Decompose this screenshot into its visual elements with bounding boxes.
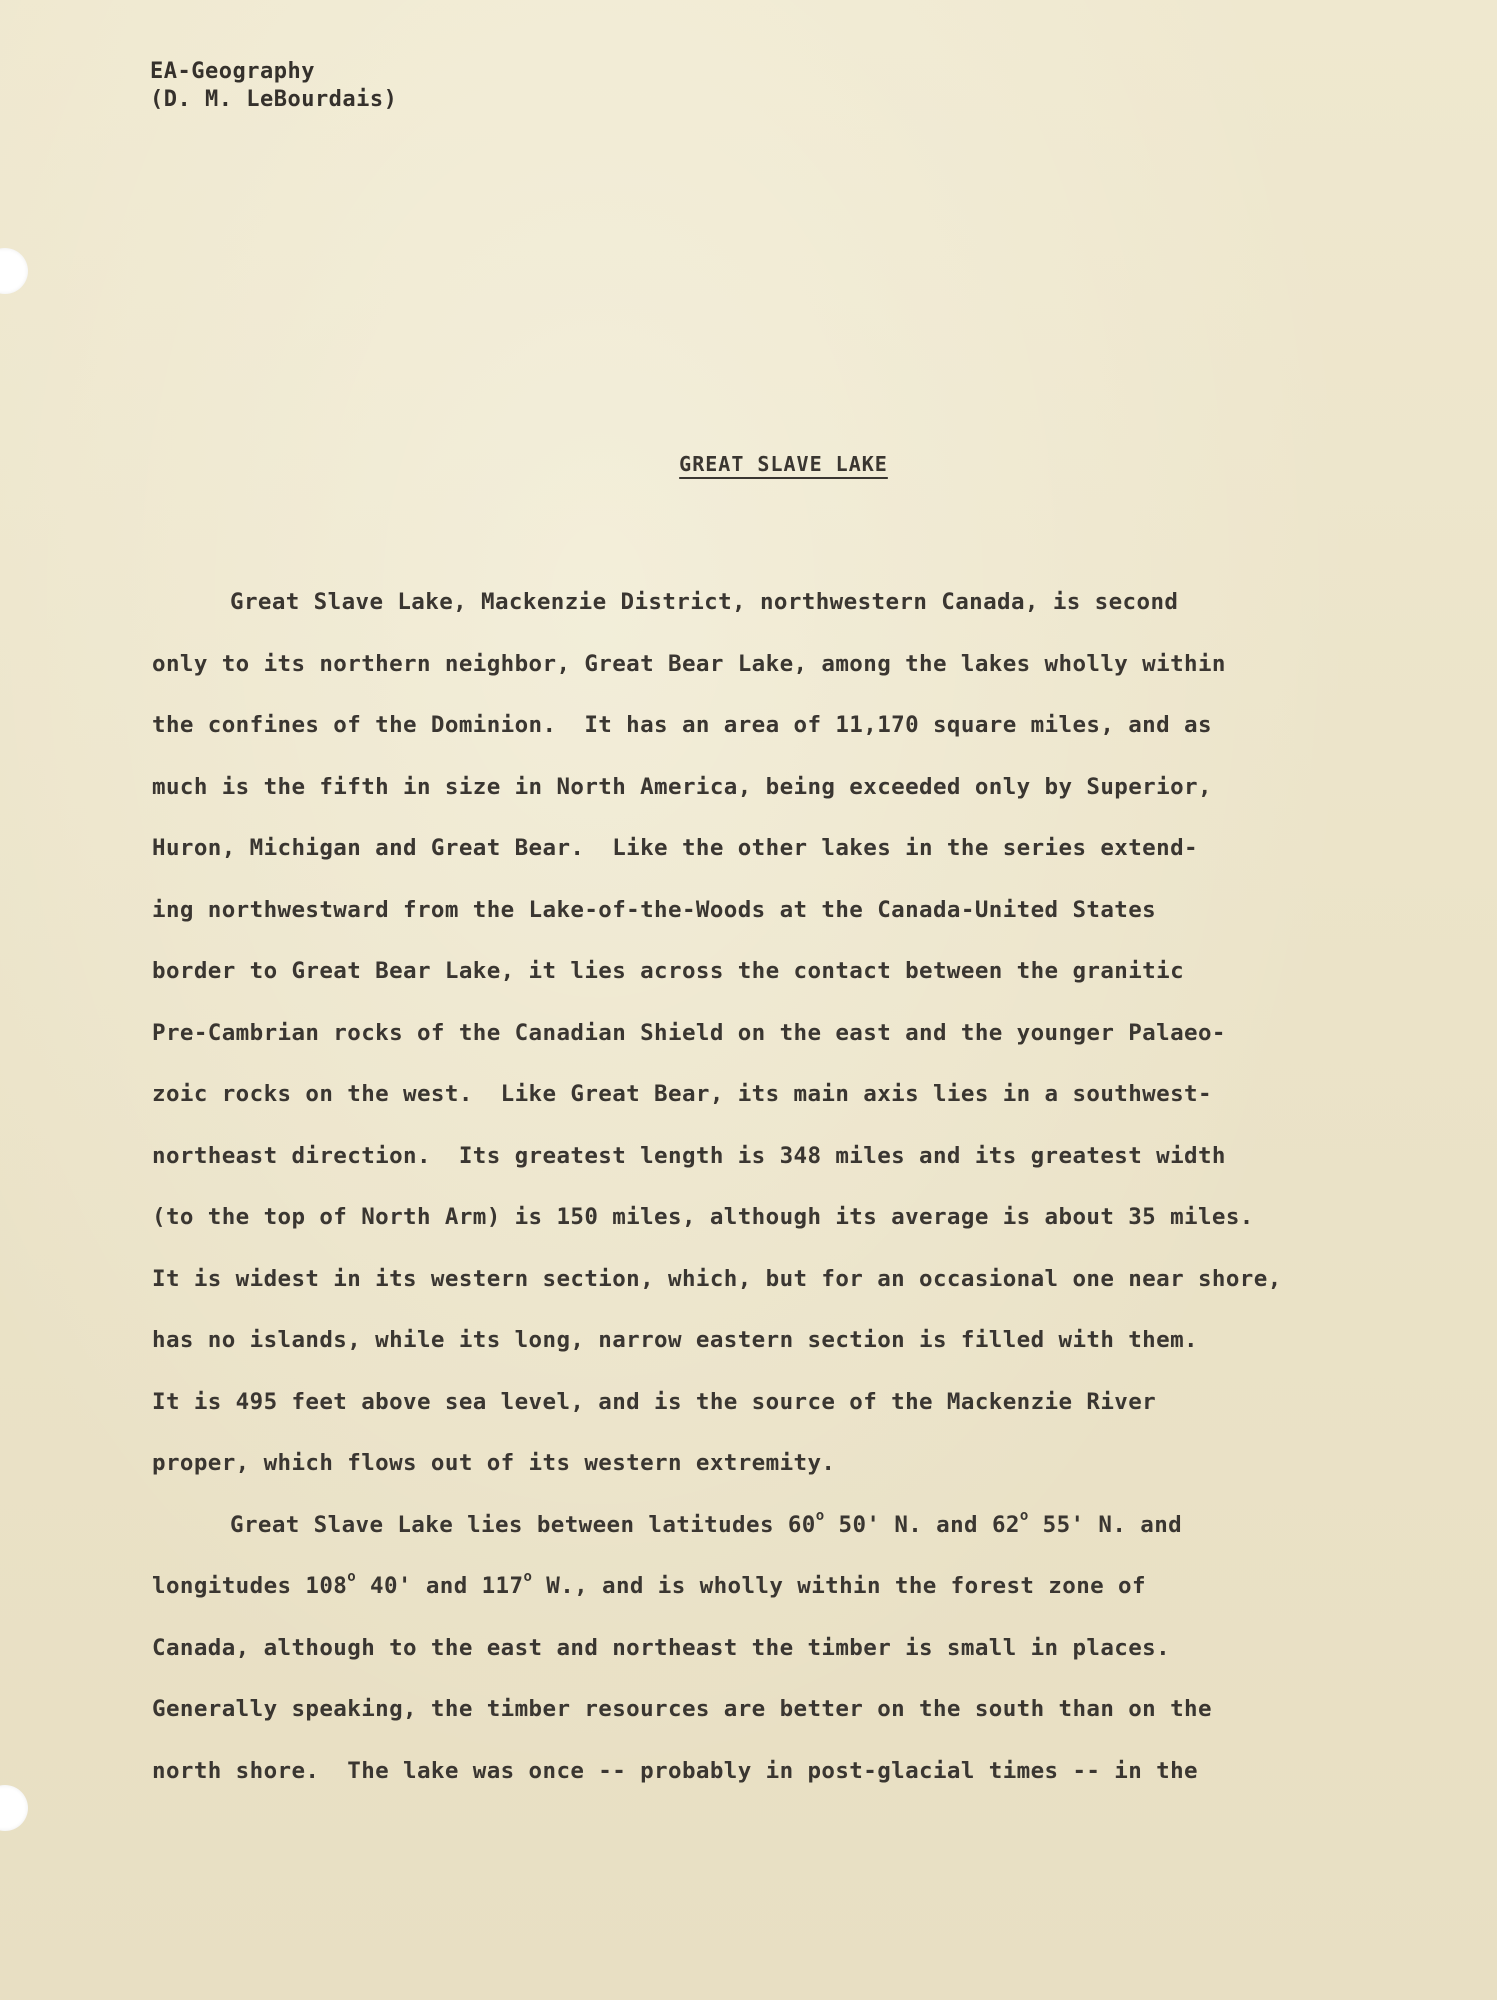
text-segment: 50' N. and 62 bbox=[824, 1511, 1020, 1538]
header-author: (D. M. LeBourdais) bbox=[150, 87, 398, 112]
text-segment: 40' and 117 bbox=[356, 1573, 524, 1599]
text-line: north shore. The lake was once -- probably in post-glacial times -- in the bbox=[152, 1757, 1198, 1784]
text-line: It is widest in its western section, which, but for an occasional one near shore, bbox=[152, 1265, 1282, 1292]
text-line: has no islands, while its long, narrow eastern section is filled with them. bbox=[152, 1327, 1198, 1353]
text-line: Generally speaking, the timber resources are better on the south than on the bbox=[152, 1696, 1212, 1722]
text-line: much is the fifth in size in North America, being exceeded only by Superior, bbox=[152, 773, 1212, 800]
header-subject: EA-Geography bbox=[150, 59, 315, 84]
text-line: It is 495 feet above sea level, and is the source of the Mackenzie River bbox=[152, 1388, 1157, 1415]
text-line bbox=[152, 1556, 1402, 1618]
paragraph-2 bbox=[152, 1495, 1402, 1803]
text-line: (to the top of North Arm) is 150 miles, although its average is about 35 miles. bbox=[152, 1204, 1254, 1230]
text-line: border to Great Bear Lake, it lies across the contact between the granitic bbox=[152, 958, 1185, 984]
text-line: Canada, although to the east and northeast the timber is small in places. bbox=[152, 1634, 1171, 1661]
text-line: northeast direction. Its greatest length is 348 miles and its greatest width bbox=[152, 1142, 1226, 1169]
title-text: GREAT SLAVE LAKE bbox=[679, 452, 888, 476]
degree-symbol: o bbox=[347, 1569, 357, 1585]
text-line: zoic rocks on the west. Like Great Bear, its main axis lies in a southwest- bbox=[152, 1081, 1212, 1107]
punch-hole-bottom bbox=[0, 1785, 28, 1831]
text-line: ing northwestward from the Lake-of-the-Woods at the Canada-United States bbox=[152, 896, 1157, 923]
degree-symbol: o bbox=[1019, 1507, 1029, 1524]
text-line: the confines of the Dominion. It has an area of 11,170 square miles, and as bbox=[152, 712, 1212, 738]
paragraph-1 bbox=[152, 572, 1402, 1495]
text-segment: W., and is wholly within the forest zone of bbox=[532, 1573, 1146, 1599]
text-line: Pre-Cambrian rocks of the Canadian Shield on the east and the younger Palaeo- bbox=[152, 1019, 1226, 1046]
text-segment: longitudes 108 bbox=[152, 1573, 348, 1599]
text-line bbox=[152, 1495, 1402, 1557]
document-title bbox=[0, 452, 1497, 476]
text-segment: 55' N. and bbox=[1028, 1511, 1183, 1538]
text-segment: Great Slave Lake lies between latitudes 60 bbox=[230, 1511, 816, 1538]
punch-hole-top bbox=[0, 248, 28, 294]
document-body bbox=[152, 572, 1402, 1802]
text-line: Huron, Michigan and Great Bear. Like the other lakes in the series extend- bbox=[152, 835, 1198, 861]
degree-symbol: o bbox=[815, 1507, 825, 1524]
text-line: only to its northern neighbor, Great Bear Lake, among the lakes wholly within bbox=[152, 650, 1226, 677]
document-header bbox=[150, 58, 397, 114]
degree-symbol: o bbox=[523, 1569, 533, 1585]
text-line: Great Slave Lake, Mackenzie District, northwestern Canada, is second bbox=[230, 589, 1179, 615]
text-line: proper, which flows out of its western extremity. bbox=[152, 1450, 836, 1476]
